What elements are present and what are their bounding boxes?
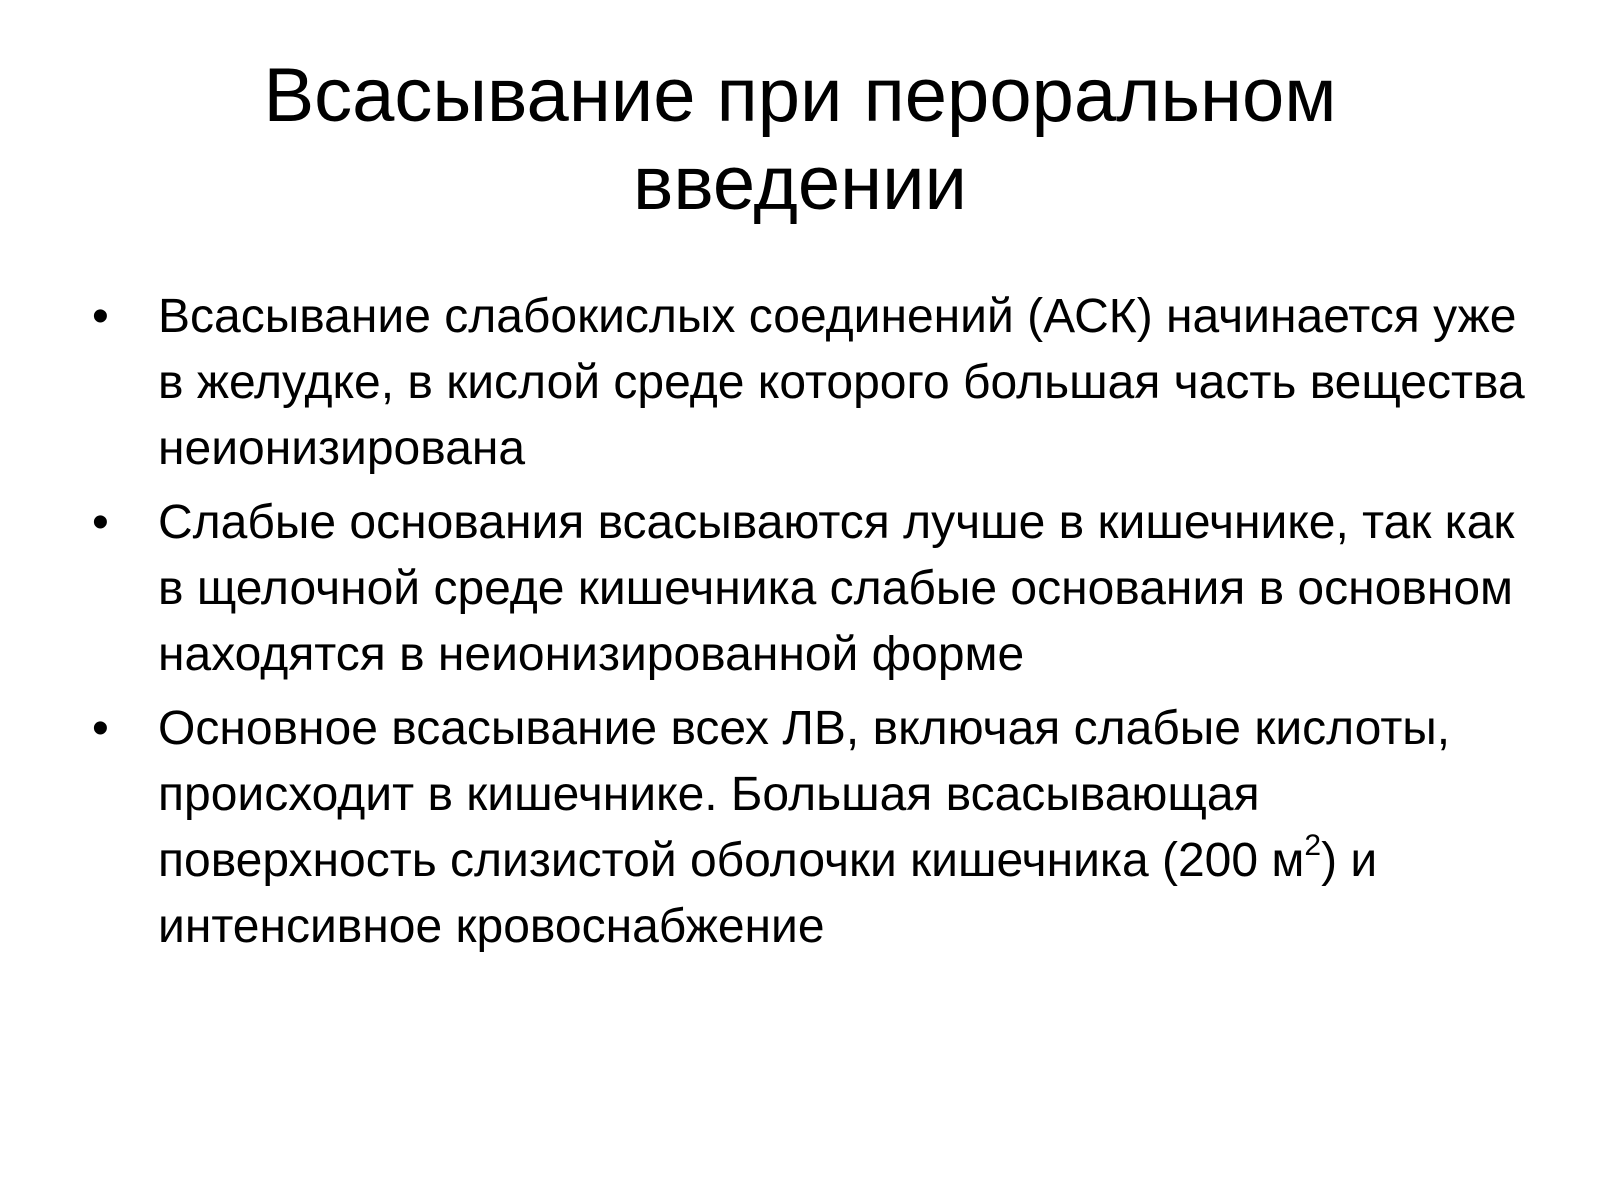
bullet-text: Всасывание слабокислых соединений (АСК) начинается уже в желудке, в кислой среде которого большая часть вещества неионизирована — [158, 290, 1525, 475]
bullet-text-part: Основное всасывание всех ЛВ, включая слабые кислоты, происходит в кишечнике. Большая всасывающая поверхность слизистой оболочки кишечника (200 м — [158, 702, 1464, 887]
bullet-text: Слабые основания всасываются лучше в кишечнике, так как в щелочной среде кишечника слабые основания в основном находятся в неионизированной форме — [158, 496, 1515, 681]
bullet-list — [92, 284, 1532, 968]
bullet-marker: • — [92, 702, 109, 755]
bullet-text — [158, 702, 1463, 953]
bullet-text-part: ) и интенсивное кровоснабжение — [158, 834, 1391, 953]
slide-title — [80, 52, 1520, 228]
superscript-exponent: 2 — [1304, 829, 1322, 862]
bullet-item-1 — [92, 284, 1532, 482]
title-line-1: Всасывание при пероральном — [263, 53, 1337, 138]
bullet-marker: • — [92, 496, 109, 549]
bullet-item-2 — [92, 490, 1532, 688]
bullet-marker: • — [92, 290, 109, 343]
bullet-item-3 — [92, 696, 1532, 960]
title-line-2: введении — [633, 141, 967, 226]
